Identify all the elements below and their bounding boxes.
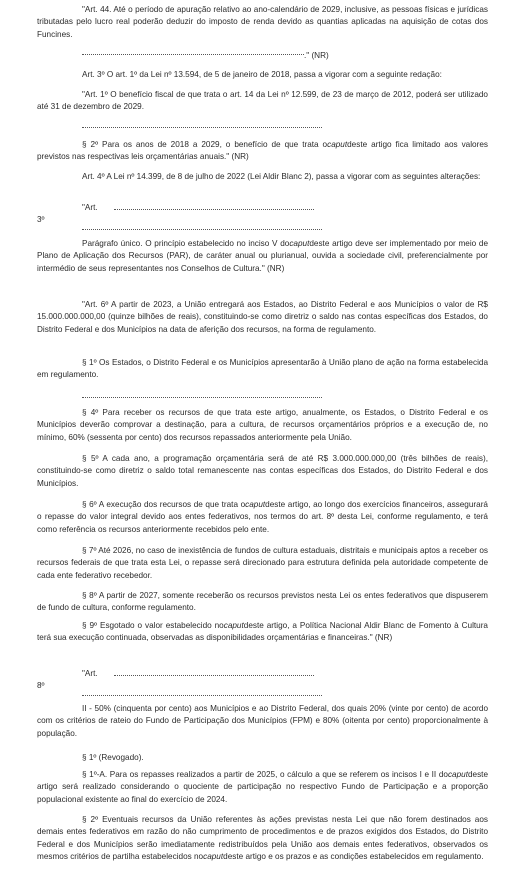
paragraph-art-8-par-1-a: § 1º-A. Para os repasses realizados a partir de 2025, o cálculo a que se referem os incisos I e II docaputdeste artigo será realizado considerando o quociente de participação no respectivo Fundo de Participação e a proporção populacional existente ao final do exercício de 2024. [37,770,488,804]
paragraph-art-6-par-9: § 9º Esgotado o valor estabelecido nocaputdeste artigo, a Política Nacional Aldir Blanc de Fomento à Cultura terá sua execução continuada, observadas as disponibilidades orçamentárias e financeiras." (NR) [37,621,488,643]
omission-dots [82,126,322,128]
paragraph-art-3-quote: "Art. 3º [37,203,98,225]
paragraph-art-6-par-7: § 7º Até 2026, no caso de inexistência de fundos de cultura estaduais, distritais e municipais aptos a receber os recursos federais de que trata esta Lei, o repasse será direcionado para estrutura definida pela autoridade competente de cada ente federativo recebedor. [37,546,488,580]
paragraph-art-8-par-1: § 1º (Revogado). [82,753,144,762]
paragraph-art-8-par-2: § 2º Eventuais recursos da União referentes às ações previstas nesta Lei que não forem destinados aos demais entes federativos em razão do não cumprimento de procedimentos e de prazos exigidos dos Estados, do Distrito Federal e dos Municípios serão imediatamente redistribuídos pela União aos demais entes federativos, observados os mesmos critérios de partilha estabelecidos nocaputdeste artigo e os prazos e as condições estabelecidos em regulamento. [37,815,488,862]
nr-marker: ." (NR) [304,51,329,60]
omission-dots [82,396,322,398]
paragraph-art-8-inciso-ii: II - 50% (cinquenta por cento) aos Municípios e ao Distrito Federal, dos quais 20% (vinte por cento) de acordo com os critérios de rateio do Fundo de Participação dos Municípios (FPM) e 80% (oitenta por cento) proporcionalmente à população. [37,704,488,738]
omission-dots [114,208,314,210]
paragraph-art-6-par-6: § 6º A execução dos recursos de que trata ocaputdeste artigo, ao longo dos exercícios financeiros, assegurará o repasse do valor integral devido aos entes federativos, nos termos do art. 8º desta Lei, conforme regulamento, e terá como referência os recursos anteriormente recebidos pelo ente. [37,500,488,534]
omission-dots [82,53,304,55]
paragraph-art-6-par-1: § 1º Os Estados, o Distrito Federal e os Municípios apresentarão à União plano de ação na forma estabelecida em regulamento. [37,358,488,380]
paragraph-par-2: § 2º Para os anos de 2018 a 2029, o benefício de que trata ocaputdeste artigo fica limitado aos valores previstos nas respectivas leis orçamentárias anuais." (NR) [37,140,488,162]
omission-dots [114,674,314,676]
paragraph-art-6-par-4: § 4º Para receber os recursos de que trata este artigo, anualmente, os Estados, o Distrito Federal e os Municípios deverão comprovar a destinação, para a cultura, de recursos orçamentários próprios e a execução de, no mínimo, 60% (sessenta por cento) dos recursos repassados anteriormente pela União. [37,408,488,442]
paragraph-art-6-par-8: § 8º A partir de 2027, somente receberão os recursos previstos nesta Lei os entes federativos que dispuserem de fundo de cultura, conforme regulamento. [37,591,488,613]
paragraph-paragrafo-unico: Parágrafo único. O princípio estabelecido no inciso V docaputdeste artigo deve ser implementado por meio de Plano de Aplicação dos Recursos (PAR), de caráter anual ou plurianual, ouvida a sociedade civil, preferencialmente por intermédio de seus representantes nos Conselhos de Cultura." (NR) [37,239,488,273]
caput-term: caput [289,239,310,248]
omission-dots [82,694,322,696]
paragraph-art-4: Art. 4º A Lei nº 14.399, de 8 de julho de 2022 (Lei Aldir Blanc 2), passa a vigorar com as seguintes alterações: [82,172,481,181]
caput-term: caput [327,140,348,149]
caput-term: caput [223,621,244,630]
paragraph-art-8-quote: "Art. 8º [37,669,98,691]
omission-dots [82,228,322,230]
caput-term: caput [447,770,468,779]
paragraph-art-3: Art. 3º O art. 1º da Lei nº 13.594, de 5 de janeiro de 2018, passa a vigorar com a seguinte redação: [82,70,442,79]
paragraph-art-6-par-5: § 5º A cada ano, a programação orçamentária será de até R$ 3.000.000.000,00 (três bilhões de reais), constituindo-se como diretriz o saldo total remanescente nas contas específicas dos Estados, do Distrito Federal e dos Municípios. [37,454,488,488]
paragraph-art-44: "Art. 44. Até o período de apuração relativo ao ano-calendário de 2029, inclusive, as pessoas físicas e jurídicas tributadas pelo lucro real poderão deduzir do imposto de renda devido as quantias aplicadas na aquisição de cotas dos Funcines. [37,5,488,39]
paragraph-art-6: "Art. 6º A partir de 2023, a União entregará aos Estados, ao Distrito Federal e aos Municípios o valor de R$ 15.000.000.000,00 (quinze bilhões de reais), constituindo-se como diretriz o saldo nas contas específicas dos Estados, do Distrito Federal e dos Municípios na data de aferição dos recursos, na forma de regulamento. [37,300,488,334]
paragraph-art-1-lei-13594: "Art. 1º O benefício fiscal de que trata o art. 14 da Lei nº 12.599, de 23 de março de 2012, poderá ser utilizado até 31 de dezembro de 2029. [37,90,488,112]
caput-term: caput [245,500,266,509]
caput-term: caput [203,852,224,862]
